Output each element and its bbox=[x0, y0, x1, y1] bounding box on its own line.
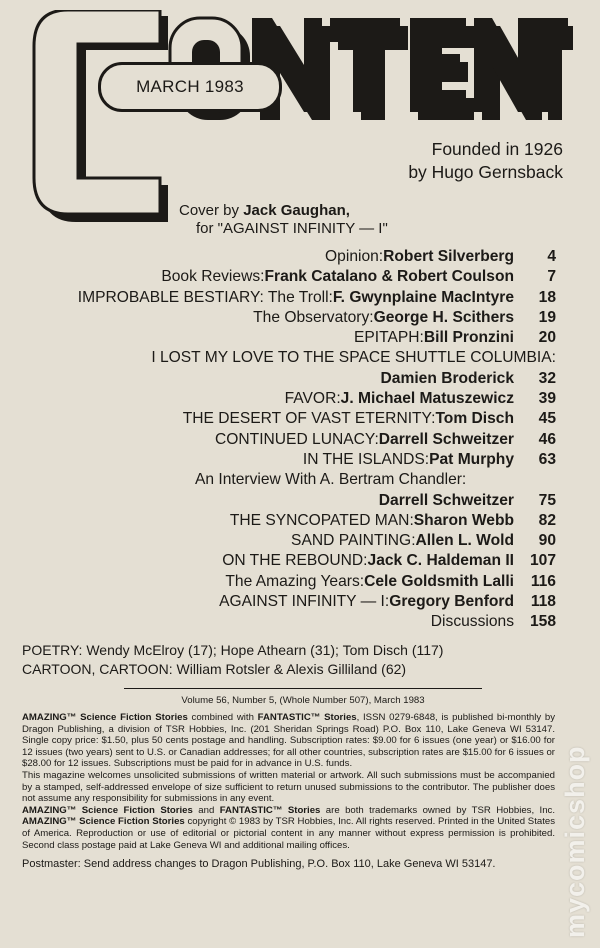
toc-page: 46 bbox=[538, 430, 556, 448]
toc-row bbox=[0, 308, 556, 328]
toc-author: Tom Disch bbox=[435, 410, 514, 428]
toc-author: Damien Broderick bbox=[380, 369, 514, 387]
toc-page: 63 bbox=[538, 450, 556, 468]
cover-credit bbox=[179, 202, 388, 238]
magazine-name: AMAZING™ Science Fiction Stories bbox=[22, 712, 188, 723]
toc-list bbox=[0, 247, 556, 633]
toc-page: 19 bbox=[538, 308, 556, 326]
toc-author: Pat Murphy bbox=[429, 450, 514, 468]
toc-row bbox=[0, 531, 556, 551]
toc-author: Bill Pronzini bbox=[423, 329, 514, 347]
submissions-paragraph: This magazine welcomes unsolicited submissions of written material or artwork. All such submissions must be accompanied by a stamped, self-addressed envelope of size sufficient to return unused submissions to the contributor. The publisher does not assume any responsibility for submissions in any event. bbox=[22, 769, 555, 805]
cover-artist: Jack Gaughan, bbox=[243, 202, 350, 219]
toc-author: F. Gwynplaine MacIntyre bbox=[332, 288, 514, 306]
cartoon-line: CARTOON, CARTOON: William Rotsler & Alexis Gilliland (62) bbox=[22, 661, 407, 677]
notice-text: combined with bbox=[187, 712, 258, 723]
toc-author: Cele Goldsmith Lalli bbox=[364, 572, 514, 590]
masthead bbox=[28, 10, 573, 225]
toc-title: IMPROBABLE BESTIARY: The Troll: bbox=[77, 288, 333, 306]
toc-row bbox=[0, 470, 556, 490]
toc-row bbox=[0, 328, 556, 348]
toc-page: 82 bbox=[538, 511, 556, 529]
magazine-name: AMAZING™ Science Fiction Stories bbox=[22, 804, 193, 816]
toc-title: IN THE ISLANDS: bbox=[302, 450, 430, 468]
toc-row bbox=[0, 511, 556, 531]
toc-title: Book Reviews: bbox=[161, 268, 265, 286]
toc-author: Gregory Benford bbox=[389, 593, 514, 611]
founded-line-2: by Hugo Gernsback bbox=[408, 162, 563, 182]
toc-title: Opinion: bbox=[325, 248, 384, 265]
notice-text: , ISSN 0279-6848, is published bi-monthly by Dragon Publishing, a division of TSR Hobbies, Inc. (201 Sheridan Springs Road) P.O. Box 110, Lake Geneva WI 53147. Single copy price: $1.50, plus 50 cents postage and handling. Subscription rates: $9.00 for 6 issues (one year) or $16.00 for 12 issues (two years) sent to U.S. or Canadian addresses; for all other countries, subscription rates are $15.00 for 6 issues or $28.00 for 12 issues. Subscriptions must be paid for in advance in U.S. funds. bbox=[22, 712, 556, 770]
toc-row bbox=[0, 389, 556, 409]
divider bbox=[124, 688, 482, 689]
poetry-cartoon-credits bbox=[22, 641, 443, 679]
toc-page: 39 bbox=[538, 390, 556, 408]
notice-text: and bbox=[192, 804, 220, 816]
toc-title: SAND PAINTING: bbox=[291, 532, 416, 550]
toc-page: 107 bbox=[529, 552, 556, 570]
toc-title: An Interview With A. Bertram Chandler: bbox=[195, 471, 467, 489]
toc-author: Sharon Webb bbox=[413, 511, 514, 529]
toc-page: 116 bbox=[530, 572, 556, 590]
toc-title: CONTINUED LUNACY: bbox=[215, 430, 379, 448]
toc-author: Jack C. Haldeman II bbox=[367, 552, 514, 570]
issue-date-badge bbox=[98, 62, 282, 112]
toc-author: Darrell Schweitzer bbox=[378, 491, 514, 509]
magazine-name: FANTASTIC™ Stories bbox=[219, 804, 321, 816]
toc-row bbox=[0, 348, 556, 368]
publication-paragraph bbox=[22, 712, 555, 770]
toc-row bbox=[0, 430, 556, 450]
toc-author: Allen L. Wold bbox=[415, 532, 514, 550]
toc-title: Discussions bbox=[430, 613, 514, 631]
toc-row bbox=[0, 450, 556, 470]
publication-notice bbox=[22, 712, 555, 871]
issue-date: MARCH 1983 bbox=[136, 77, 244, 96]
toc-row bbox=[0, 491, 556, 511]
toc-title: EPITAPH: bbox=[353, 329, 424, 347]
toc-page: 118 bbox=[530, 593, 556, 611]
postmaster-note: Postmaster: Send address changes to Dragon Publishing, P.O. Box 110, Lake Geneva WI 53147. bbox=[22, 858, 496, 871]
toc-row bbox=[0, 369, 556, 389]
toc-author: Frank Catalano & Robert Coulson bbox=[264, 268, 514, 286]
poetry-line: POETRY: Wendy McElroy (17); Hope Athearn (31); Tom Disch (117) bbox=[22, 642, 444, 658]
cover-label: Cover by bbox=[179, 202, 240, 219]
toc-author: George H. Scithers bbox=[373, 308, 514, 326]
toc-title: THE DESERT OF VAST ETERNITY: bbox=[182, 410, 436, 428]
notice-text: are both trademarks owned by TSR Hobbies, Inc. bbox=[320, 804, 556, 816]
logo-letter-c bbox=[34, 10, 168, 222]
toc-page: 75 bbox=[538, 491, 556, 509]
founded-note bbox=[408, 138, 563, 184]
toc-title: AGAINST INFINITY — I: bbox=[219, 593, 390, 611]
notice-text: copyright © 1983 by TSR Hobbies, Inc. All rights reserved. Printed in the United States of America. Reproduction or use of editorial or pictorial content in any manner without express permission is prohibited. Second class postage paid at Lake Geneva WI and additional mailing offices. bbox=[22, 816, 556, 851]
toc-row bbox=[0, 288, 556, 308]
toc-title: THE SYNCOPATED MAN: bbox=[229, 511, 414, 529]
toc-row bbox=[0, 592, 556, 612]
toc-title: The Observatory: bbox=[253, 308, 374, 326]
toc-row bbox=[0, 551, 556, 571]
toc-page: 158 bbox=[529, 613, 556, 631]
toc-row bbox=[0, 247, 556, 267]
magazine-name: AMAZING™ Science Fiction Stories bbox=[22, 816, 185, 828]
toc-title: The Amazing Years: bbox=[225, 572, 365, 590]
toc-row bbox=[0, 409, 556, 429]
watermark-text: mycomicshop bbox=[560, 745, 590, 938]
founded-line-1: Founded in 1926 bbox=[431, 139, 563, 159]
toc-author: Robert Silverberg bbox=[383, 248, 514, 265]
toc-title: ON THE REBOUND: bbox=[222, 552, 368, 570]
toc-author: J. Michael Matuszewicz bbox=[340, 390, 514, 408]
toc-title: FAVOR: bbox=[284, 390, 341, 408]
toc-row bbox=[0, 267, 556, 287]
contents-logo bbox=[28, 10, 573, 225]
toc-page: 45 bbox=[538, 410, 556, 428]
cover-for-line: for "AGAINST INFINITY — I" bbox=[196, 220, 388, 237]
toc-page: 32 bbox=[538, 369, 556, 387]
magazine-name: FANTASTIC™ Stories bbox=[257, 712, 357, 723]
toc-page: 90 bbox=[538, 532, 556, 550]
toc-page: 7 bbox=[547, 268, 556, 286]
toc-page: 18 bbox=[538, 288, 556, 306]
toc-title: I LOST MY LOVE TO THE SPACE SHUTTLE COLUMBIA: bbox=[151, 349, 556, 367]
toc-author: Darrell Schweitzer bbox=[378, 430, 514, 448]
trademark-paragraph bbox=[22, 805, 555, 851]
toc-row bbox=[0, 572, 556, 592]
volume-line: Volume 56, Number 5, (Whole Number 507), March 1983 bbox=[181, 695, 425, 706]
toc-page: 20 bbox=[538, 329, 556, 347]
toc-row bbox=[0, 612, 556, 632]
toc-page: 4 bbox=[547, 248, 556, 265]
